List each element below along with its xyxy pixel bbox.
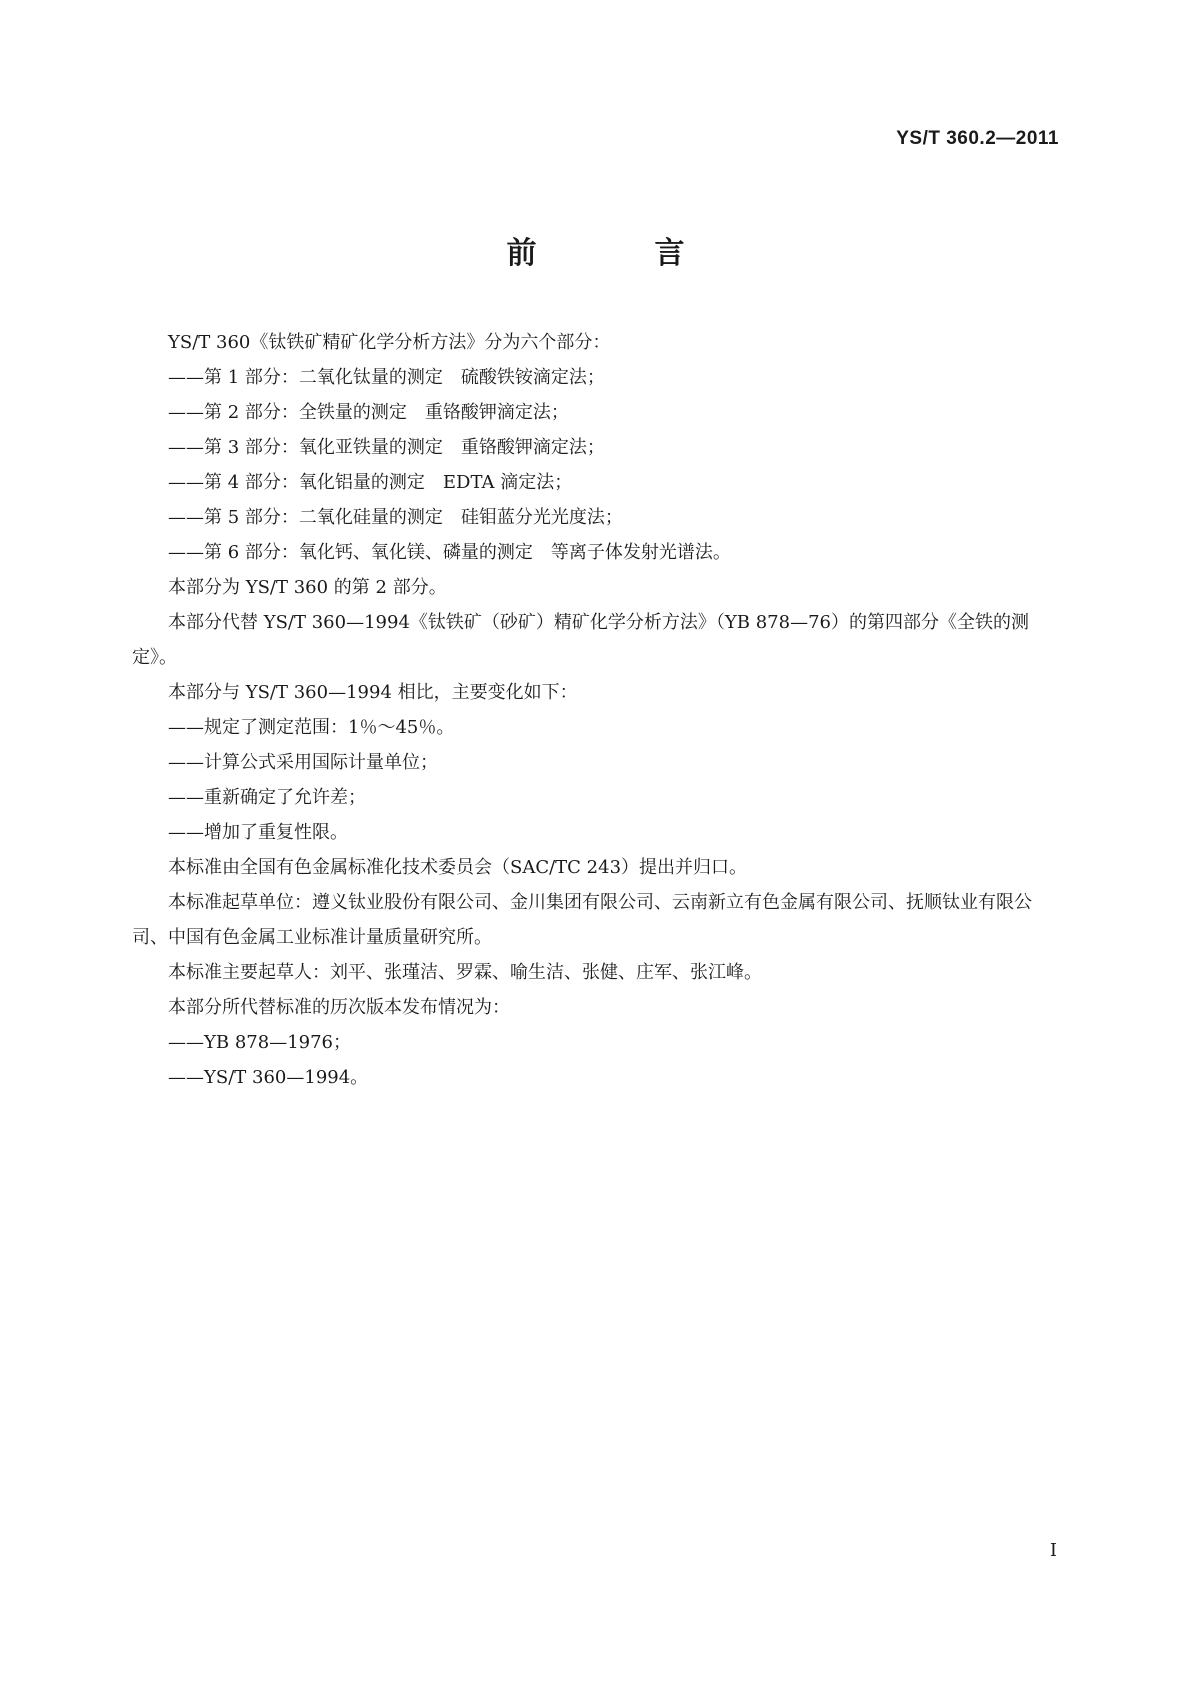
page-number: I	[1049, 1540, 1057, 1561]
change-list-item: ——重新确定了允许差；	[168, 787, 366, 808]
history-intro: 本部分所代替标准的历次版本发布情况为：	[168, 997, 510, 1018]
history-list-item: ——YB 878—1976；	[168, 1032, 351, 1053]
part-list-item: ——第 4 部分：氧化铝量的测定 EDTA 滴定法；	[168, 472, 573, 493]
committee-statement: 本标准由全国有色金属标准化技术委员会（SAC/TC 243）提出并归口。	[168, 857, 748, 878]
history-list-item: ——YS/T 360—1994。	[168, 1067, 369, 1088]
part-list-item: ——第 2 部分：全铁量的测定 重铬酸钾滴定法；	[168, 402, 569, 423]
standard-number: YS/T 360.2—2011	[896, 128, 1059, 149]
changes-intro: 本部分与 YS/T 360—1994 相比，主要变化如下：	[168, 682, 578, 703]
part-list-item: ——第 3 部分：氧化亚铁量的测定 重铬酸钾滴定法；	[168, 437, 605, 458]
change-list-item: ——规定了测定范围：1％～45％。	[168, 717, 455, 738]
replacement-statement: 本部分代替 YS/T 360—1994《钛铁矿（砂矿）精矿化学分析方法》（YB 878—76）的第四部分《全铁的测定》。	[132, 612, 1029, 668]
part-list-item: ——第 6 部分：氧化钙、氧化镁、磷量的测定 等离子体发射光谱法。	[168, 542, 731, 563]
foreword-body	[132, 325, 1062, 1095]
part-statement: 本部分为 YS/T 360 的第 2 部分。	[168, 577, 447, 598]
drafters: 本标准主要起草人：刘平、张瑾洁、罗霖、喻生洁、张健、庄军、张江峰。	[168, 962, 762, 983]
drafting-units: 本标准起草单位：遵义钛业股份有限公司、金川集团有限公司、云南新立有色金属有限公司、抚顺钛业有限公司、中国有色金属工业标准计量质量研究所。	[132, 892, 1032, 948]
change-list-item: ——增加了重复性限。	[168, 822, 348, 843]
part-list-item: ——第 1 部分：二氧化钛量的测定 硫酸铁铵滴定法；	[168, 367, 605, 388]
intro-paragraph: YS/T 360《钛铁矿精矿化学分析方法》分为六个部分：	[168, 332, 611, 353]
part-list-item: ——第 5 部分：二氧化硅量的测定 硅钼蓝分光光度法；	[168, 507, 623, 528]
page-title: 前 言	[506, 236, 729, 271]
change-list-item: ——计算公式采用国际计量单位；	[168, 752, 438, 773]
